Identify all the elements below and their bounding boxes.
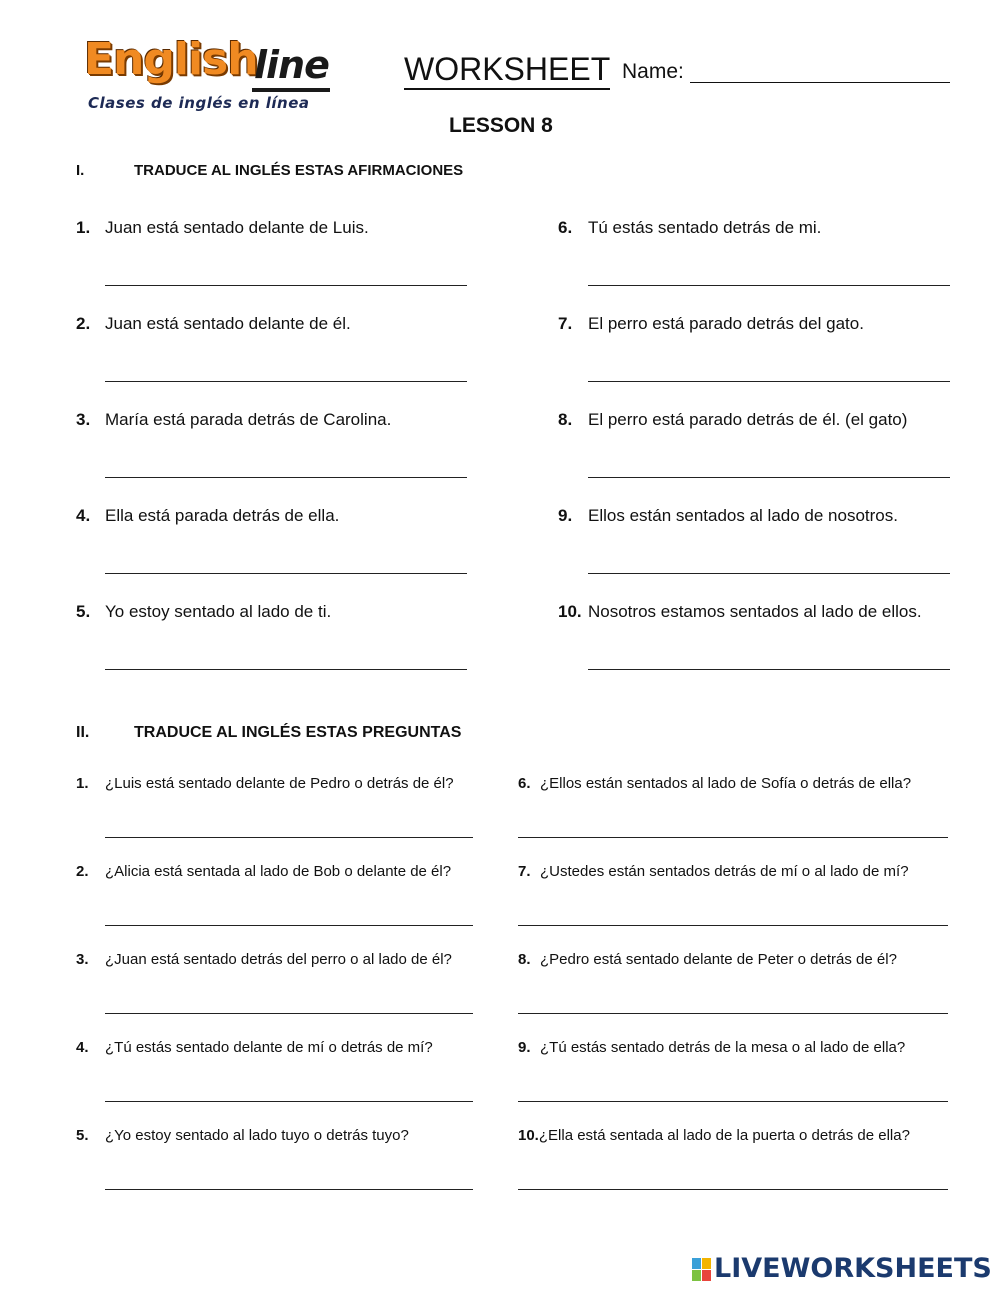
answer-line[interactable] [105,1101,473,1102]
item-number: 8. [518,951,531,968]
answer-line[interactable] [105,573,467,574]
item-number: 1. [76,775,89,792]
question-item [76,1127,409,1144]
item-number: 3. [76,951,89,968]
answer-line[interactable] [518,1189,948,1190]
item-text: ¿Pedro está sentado delante de Peter o detrás de él? [540,951,897,968]
item-text: María está parada detrás de Carolina. [105,410,392,429]
section1-title: TRADUCE AL INGLÉS ESTAS AFIRMACIONES [134,162,464,179]
item-number: 10. [518,1127,539,1144]
answer-line[interactable] [105,669,467,670]
item-text: ¿Luis está sentado delante de Pedro o detrás de él? [105,775,454,792]
answer-line[interactable] [105,837,473,838]
item-number: 3. [76,410,91,429]
item-text: Yo estoy sentado al lado de ti. [105,602,332,621]
section1-number: I. [76,162,85,179]
item-number: 7. [558,314,573,333]
question-item [518,1039,905,1056]
name-label: Name: [622,60,684,83]
question-item [76,775,454,792]
liveworksheets-badge-icon [692,1258,712,1282]
logo-word-line: line [254,43,329,87]
item-number: 4. [76,1039,89,1056]
section2-number: II. [76,724,90,741]
answer-line[interactable] [518,1013,948,1014]
item-text: ¿Juan está sentado detrás del perro o al lado de él? [105,951,452,968]
question-item [76,951,452,968]
item-number: 10. [558,602,582,621]
item-text: Juan está sentado delante de él. [105,314,351,333]
item-text: Tú estás sentado detrás de mi. [588,218,822,237]
answer-line[interactable] [518,837,948,838]
item-number: 7. [518,863,531,880]
answer-line[interactable] [105,925,473,926]
statement-item [558,410,907,430]
item-text: ¿Tú estás sentado detrás de la mesa o al lado de ella? [540,1039,906,1056]
name-input-line[interactable] [690,82,950,83]
statement-item [76,218,369,238]
liveworksheets-wordmark: LIVEWORKSHEETS [714,1253,992,1284]
question-item [518,863,909,880]
item-text: Ellos están sentados al lado de nosotros. [588,506,898,525]
item-number: 8. [558,410,573,429]
statement-item [76,506,339,526]
answer-line[interactable] [588,573,950,574]
answer-line[interactable] [105,1189,473,1190]
statement-item [558,602,922,622]
statement-item [76,314,351,334]
item-text: ¿Tú estás sentado delante de mí o detrás de mí? [105,1039,433,1056]
answer-line[interactable] [588,381,950,382]
answer-line[interactable] [518,1101,948,1102]
item-text: El perro está parado detrás del gato. [588,314,864,333]
answer-line[interactable] [588,477,950,478]
englishline-logo [84,34,334,120]
item-text: Ella está parada detrás de ella. [105,506,340,525]
answer-line[interactable] [588,285,950,286]
answer-line[interactable] [105,1013,473,1014]
item-number: 9. [518,1039,531,1056]
answer-line[interactable] [588,669,950,670]
item-text: Nosotros estamos sentados al lado de ellos. [588,602,922,621]
logo-word-english: English [84,34,258,85]
question-item [518,951,897,968]
answer-line[interactable] [105,381,467,382]
question-item [518,775,911,792]
item-number: 1. [76,218,91,237]
item-number: 2. [76,863,89,880]
item-number: 6. [518,775,531,792]
worksheet-title: WORKSHEET [404,50,610,90]
liveworksheets-logo [692,1253,992,1286]
item-number: 5. [76,1127,89,1144]
statement-item [76,602,331,622]
logo-underline [252,88,330,92]
lesson-title: LESSON 8 [449,114,553,137]
item-text: ¿Alicia está sentada al lado de Bob o delante de él? [105,863,452,880]
statement-item [558,314,864,334]
item-number: 9. [558,506,573,525]
item-number: 5. [76,602,91,621]
item-text: ¿Ella está sentada al lado de la puerta o detrás de ella? [538,1127,910,1144]
item-number: 2. [76,314,91,333]
answer-line[interactable] [105,477,467,478]
answer-line[interactable] [105,285,467,286]
item-text: ¿Ellos están sentados al lado de Sofía o detrás de ella? [540,775,912,792]
logo-tagline: Clases de inglés en línea [88,94,310,112]
item-text: ¿Ustedes están sentados detrás de mí o al lado de mí? [540,863,909,880]
item-text: El perro está parado detrás de él. (el gato) [588,410,908,429]
statement-item [558,506,898,526]
question-item [76,1039,433,1056]
item-number: 4. [76,506,91,525]
statement-item [76,410,391,430]
statement-item [558,218,821,238]
item-text: ¿Yo estoy sentado al lado tuyo o detrás tuyo? [105,1127,409,1144]
question-item [518,1127,910,1144]
question-item [76,863,451,880]
item-text: Juan está sentado delante de Luis. [105,218,369,237]
answer-line[interactable] [518,925,948,926]
section2-title: TRADUCE AL INGLÉS ESTAS PREGUNTAS [134,724,462,741]
item-number: 6. [558,218,573,237]
